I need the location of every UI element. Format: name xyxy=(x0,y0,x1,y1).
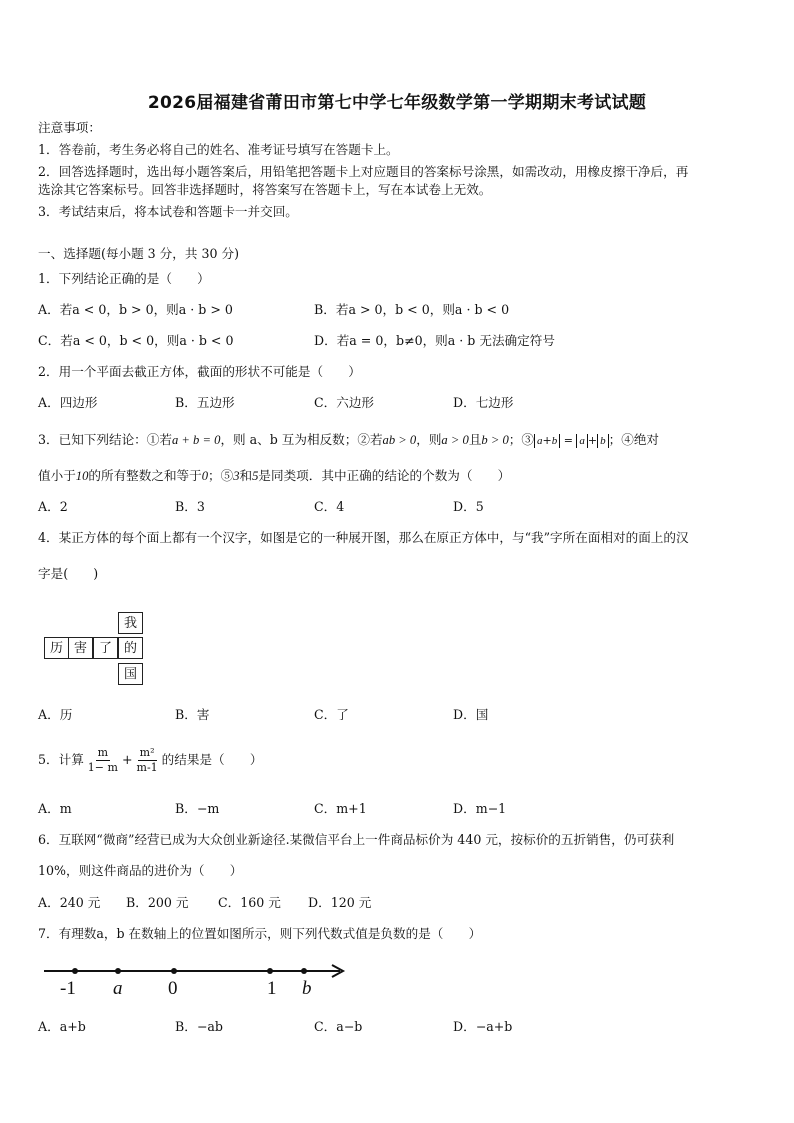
q3-text: 值小于 xyxy=(38,468,76,483)
q7-option-a: A．a+b xyxy=(38,1019,86,1034)
fraction-denominator: m-1 xyxy=(136,761,158,774)
net-cell: 历 xyxy=(44,637,69,659)
note-1: 1．答卷前，考生务必将自己的姓名、准考证号填写在答题卡上。 xyxy=(38,142,399,157)
q3-line1 xyxy=(38,430,762,451)
q4-option-d: D．国 xyxy=(453,707,489,722)
q3-text: ；⑤ xyxy=(208,468,234,483)
q4-option-a: A．历 xyxy=(38,707,73,722)
q3-text: 和 xyxy=(239,468,253,483)
number-line-label: -1 xyxy=(60,978,76,999)
q1-option-c: C．若a < 0，b < 0，则a · b < 0 xyxy=(38,333,234,348)
q3-text: ；③ xyxy=(508,432,534,447)
q6-line1: 6．互联网“微商”经营已成为大众创业新途径.某微信平台上一件商品标价为 440 元，按标价的五折销售，仍可获利 xyxy=(38,832,675,847)
q5-fraction-2 xyxy=(135,746,160,775)
q6-option-b: B．200 元 xyxy=(126,895,189,910)
q2-stem: 2．用一个平面去截正方体，截面的形状不可能是（ ） xyxy=(38,364,361,379)
q6-option-a: A．240 元 xyxy=(38,895,101,910)
q3-option-b: B．3 xyxy=(175,499,205,514)
q3-abs-equation: a+b = a + b xyxy=(534,434,609,447)
q2-option-d: D．七边形 xyxy=(453,395,514,410)
q3-option-c: C．4 xyxy=(314,499,345,514)
q3-math: b > 0 xyxy=(481,433,509,447)
q4-line1: 4．某正方体的每个面上都有一个汉字，如图是它的一种展开图，那么在原正方体中，与“我”字所在面相对的面上的汉 xyxy=(38,530,689,545)
q6-option-c: C．160 元 xyxy=(218,895,281,910)
q5-option-b: B．−m xyxy=(175,801,220,816)
net-cell: 了 xyxy=(93,637,118,659)
number-line-label: 1 xyxy=(267,978,277,999)
q1-stem: 1．下列结论正确的是（ ） xyxy=(38,271,210,286)
q2-option-b: B．五边形 xyxy=(175,395,235,410)
q5-stem xyxy=(38,740,762,780)
net-cell: 我 xyxy=(118,612,143,634)
q5-option-c: C．m+1 xyxy=(314,801,367,816)
q3-math: 0 xyxy=(201,469,209,483)
q3-text: 3．已知下列结论：①若 xyxy=(38,432,172,447)
q3-math: 10 xyxy=(75,469,89,483)
fraction-numerator: m² xyxy=(139,746,155,759)
q7-option-c: C．a−b xyxy=(314,1019,363,1034)
q5-text: 5．计算 xyxy=(38,752,84,767)
q2-option-a: A．四边形 xyxy=(38,395,98,410)
q3-line2 xyxy=(38,466,762,486)
notes-header: 注意事项： xyxy=(38,120,101,135)
fraction-denominator: 1− m xyxy=(87,761,118,774)
note-2-line2: 选涂其它答案标号。回答非选择题时，将答案写在答题卡上，写在本试卷上无效。 xyxy=(38,182,492,197)
note-2-line1: 2．回答选择题时，选出每小题答案后，用铅笔把答题卡上对应题目的答案标号涂黑，如需改动，用橡皮擦干净后，再 xyxy=(38,164,689,179)
note-3: 3．考试结束后，将本试卷和答题卡一并交回。 xyxy=(38,204,298,219)
q5-text: 的结果是（ ） xyxy=(161,752,263,767)
number-line-axis xyxy=(40,962,360,982)
q3-text: 是同类项．其中正确的结论的个数为（ ） xyxy=(258,468,511,483)
cube-net-figure xyxy=(42,612,152,692)
q3-text: 的所有整数之和等于 xyxy=(88,468,202,483)
q5-fraction-1 xyxy=(86,746,120,775)
number-line-label: a xyxy=(113,978,123,999)
q5-option-d: D．m−1 xyxy=(453,801,507,816)
q1-option-d: D．若a = 0，b≠0，则a · b 无法确定符号 xyxy=(314,333,555,348)
q2-option-c: C．六边形 xyxy=(314,395,375,410)
q4-option-c: C．了 xyxy=(314,707,349,722)
q3-text: ，则 xyxy=(416,432,442,447)
section-heading: 一、选择题(每小题 3 分，共 30 分) xyxy=(38,246,240,261)
net-cell: 的 xyxy=(118,637,143,659)
q3-text: ，则 a、b 互为相反数；②若 xyxy=(220,432,383,447)
fraction-numerator: m xyxy=(97,746,109,759)
number-line-label: 0 xyxy=(168,978,178,999)
q6-option-d: D．120 元 xyxy=(308,895,372,910)
q5-option-a: A．m xyxy=(38,801,72,816)
net-cell: 国 xyxy=(118,663,143,685)
q4-line2: 字是( ) xyxy=(38,566,99,581)
q3-math: 5 xyxy=(252,469,259,483)
q1-option-a: A．若a < 0，b > 0，则a · b > 0 xyxy=(38,302,233,317)
page-title: 2026届福建省莆田市第七中学七年级数学第一学期期末考试试题 xyxy=(147,93,647,113)
q4-option-b: B．害 xyxy=(175,707,210,722)
q5-plus: + xyxy=(121,752,133,767)
q3-text: ；④绝对 xyxy=(608,432,660,447)
q7-stem: 7．有理数a，b 在数轴上的位置如图所示，则下列代数式值是负数的是（ ） xyxy=(38,926,482,941)
q3-math: ab > 0 xyxy=(382,433,417,447)
net-cell: 害 xyxy=(68,637,93,659)
q7-option-b: B．−ab xyxy=(175,1019,223,1034)
q3-option-d: D．5 xyxy=(453,499,484,514)
q1-option-b: B．若a > 0，b < 0，则a · b < 0 xyxy=(314,302,510,317)
q3-option-a: A．2 xyxy=(38,499,68,514)
q3-math: 3 xyxy=(233,469,240,483)
q6-line2: 10%，则这件商品的进价为（ ） xyxy=(38,863,243,878)
q7-option-d: D．−a+b xyxy=(453,1019,513,1034)
q3-math: a + b = 0 xyxy=(171,433,221,447)
number-line-label: b xyxy=(302,978,312,999)
q3-text: 且 xyxy=(468,432,482,447)
number-line-figure xyxy=(40,958,360,1008)
q3-math: a > 0 xyxy=(441,433,469,447)
